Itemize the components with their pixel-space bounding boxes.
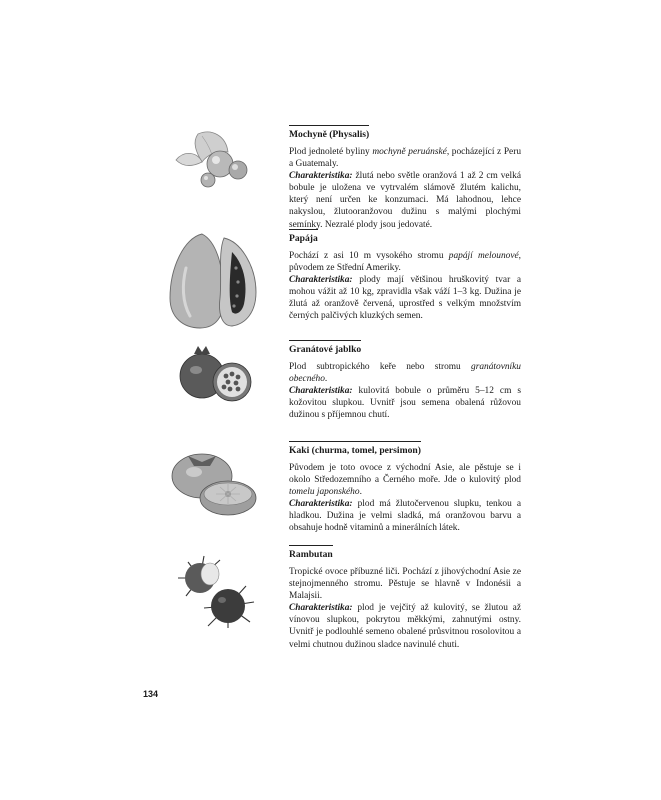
entry-title: Papája: [289, 229, 318, 245]
entry-title: Rambutan: [289, 545, 333, 561]
entry-pomegranate: [289, 339, 521, 421]
persimmon-fruit-icon: [164, 448, 264, 518]
entry-text: Plod subtropického keře nebo stromu granátovníku obecného. Charakteristika: kulovitá bobule o průměru 5–12 cm s kožovitou slupkou. Uvnitř jsou semena obalená růžovou dužinou s příjemnou chutí.: [289, 362, 521, 421]
entry-title: Mochyně (Physalis): [289, 125, 369, 141]
rambutan-fruit-icon: [170, 548, 262, 630]
entry-physalis: [289, 124, 521, 231]
entry-rambutan: [289, 544, 521, 651]
entry-papaya: [289, 228, 521, 323]
pomegranate-fruit-icon: [170, 344, 260, 406]
page-number: 134: [143, 689, 159, 699]
papaya-fruit-icon: [162, 228, 264, 332]
entry-text: Pochází z asi 10 m vysokého stromu papájí melounové, původem ze Střední Ameriky. Charakteristika: plody mají většinou hruškovitý tvar a mohou vážit až 10 kg, zpravidla však váží 1–3 kg. Dužina je žlutá až oranžově červená, uprostřed s velkým množstvím černých palčivých kluzkých semen.: [289, 251, 521, 322]
entry-text: Původem je toto ovoce z východní Asie, ale pěstuje se i okolo Středozemního a Černého moře. Jde o kulovitý plod tomelu japonského. Charakteristika: plod má žlutočervenou slupku, tenkou a hladkou. Dužina je velmi sladká, má oranžovou barvu a obsahuje hodně vitaminů a minerálních látek.: [289, 463, 521, 534]
entry-text: Plod jednoleté byliny mochyně peruánské, pocházející z Peru a Guatemaly. Charakteristika: žlutá nebo světle oranžová 1 až 2 cm velká bobule je uložena ve vytrvalém slámově žlutém kalichu, který není určen ke konzumaci. Má lahodnou, lehce nakyslou, žlutooranžovou dužinu s malými plochými semínky. Nezralé plody jsou jedovaté.: [289, 147, 522, 230]
entry-title: Granátové jablko: [289, 340, 361, 356]
physalis-fruit-icon: [168, 126, 252, 190]
entry-title: Kaki (churma, tomel, persimon): [289, 441, 421, 457]
entry-text: Tropické ovoce příbuzné liči. Pochází z jihovýchodní Asie ze stejnojmenného stromu. Pěstuje se hlavně v Indonésii a Malajsii. Charakteristika: plod je vejčitý až kulovitý, se žlutou až vínovou slupkou, pokrytou měkkými, zahnutými ostny. Uvnitř je podlouhlé semeno obalené průsvitnou rosolovitou a velmi chutnou dužinou sladce navinulé chuti.: [289, 567, 521, 650]
entry-persimmon: [289, 440, 521, 535]
